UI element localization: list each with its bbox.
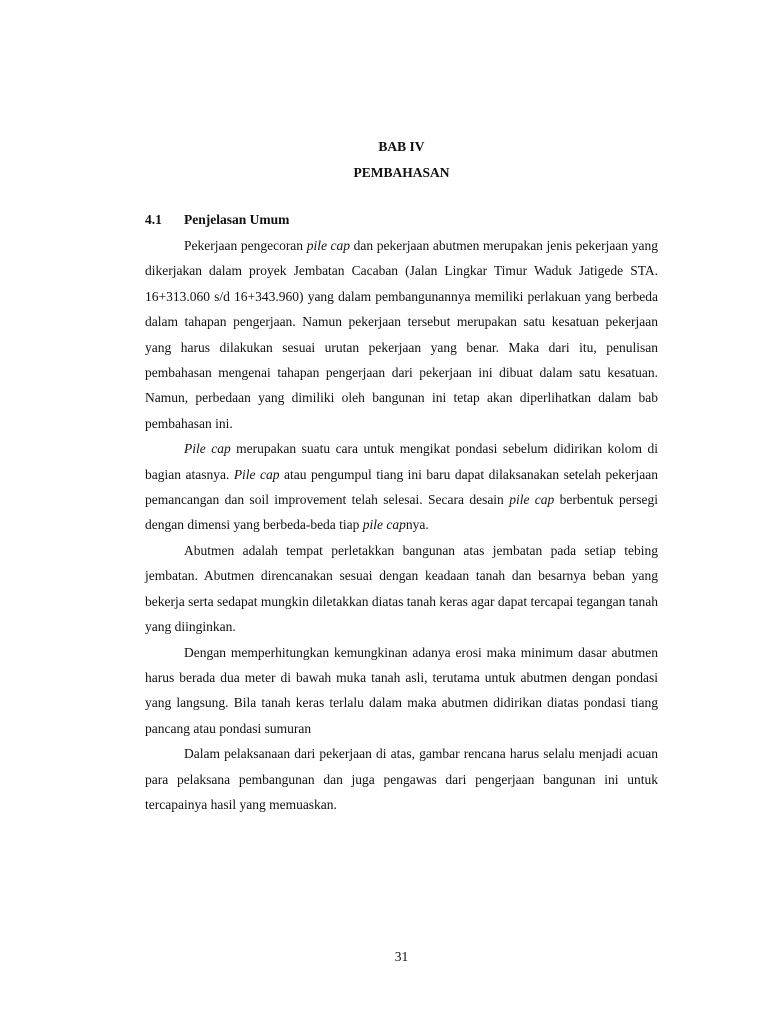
paragraph-2-text-h: nya. xyxy=(405,517,429,533)
paragraph-1-text-c: dan pekerjaan abutmen merupakan jenis pekerjaan yang dikerjakan dalam proyek Jembatan Cacaban (Jalan Lingkar Timur Waduk Jatigede STA. 16+313.060 s/d 16+343.960) yang dalam pembangunannya memiliki perlakuan yang berbeda dalam tahapan pengerjaan. Namun pekerjaan tersebut merupakan satu kesatuan pekerjaan yang harus dilakukan sesuai urutan pekerjaan yang benar. Maka dari itu, penulisan pembahasan mengenai tahapan pengerjaan dari pekerjaan ini dibuat dalam satu kesatuan. Namun, perbedaan yang dimiliki oleh bangunan ini tetap akan diperlihatkan dalam bab pembahasan ini. xyxy=(145,238,658,431)
chapter-number: BAB IV xyxy=(378,139,425,154)
paragraph-2-text-f: berbentuk persegi dengan dimensi yang berbeda-beda tiap xyxy=(145,492,658,533)
paragraph-2 xyxy=(145,436,658,538)
paragraph-1-term-pile-cap: pile cap xyxy=(306,238,351,253)
body-text xyxy=(145,233,658,817)
paragraph-4: Dengan memperhitungkan kemungkinan adanya erosi maka minimum dasar abutmen harus berada dua meter di bawah muka tanah asli, terutama untuk abutmen dengan pondasi yang langsung. Bila tanah keras terlalu dalam maka abutmen didirikan diatas pondasi tiang pancang atau pondasi sumuran xyxy=(145,644,658,736)
page-number: 31 xyxy=(394,949,409,964)
paragraph-1-text-a: Pekerjaan pengecoran xyxy=(184,238,307,253)
section-title: Penjelasan Umum xyxy=(184,212,290,227)
chapter-title: PEMBAHASAN xyxy=(353,165,450,180)
section-heading xyxy=(145,212,289,228)
paragraph-2-text-d: atau pengumpul tiang ini baru dapat dilaksanakan setelah pekerjaan pemancangan dan soil improvement telah selesai. Secara desain xyxy=(145,466,658,508)
paragraph-2-term-2: Pile cap xyxy=(233,466,280,482)
paragraph-2-term-4: pile cap xyxy=(362,517,406,533)
paragraph-2-term-3: pile cap xyxy=(509,492,555,508)
paragraph-5: Dalam pelaksanaan dari pekerjaan di atas, gambar rencana harus selalu menjadi acuan para pelaksana pembangunan dan juga pengawas dari pengerjaan bangunan ini untuk tercapainya hasil yang memuaskan. xyxy=(145,746,658,812)
paragraph-2-term-1: Pile cap xyxy=(184,441,231,457)
paragraph-1 xyxy=(145,233,658,436)
paragraph-3: Abutmen adalah tempat perletakkan bangunan atas jembatan pada setiap tebing jembatan. Abutmen direncanakan sesuai dengan keadaan tanah dan besarnya beban yang bekerja serta sedapat mungkin diletakkan diatas tanah keras agar dapat tercapai tegangan tanah yang diinginkan. xyxy=(145,542,658,635)
section-number: 4.1 xyxy=(145,212,162,227)
paragraph-2-text-b: merupakan suatu cara untuk mengikat pondasi sebelum didirikan kolom di bagian atasnya. xyxy=(145,441,659,482)
